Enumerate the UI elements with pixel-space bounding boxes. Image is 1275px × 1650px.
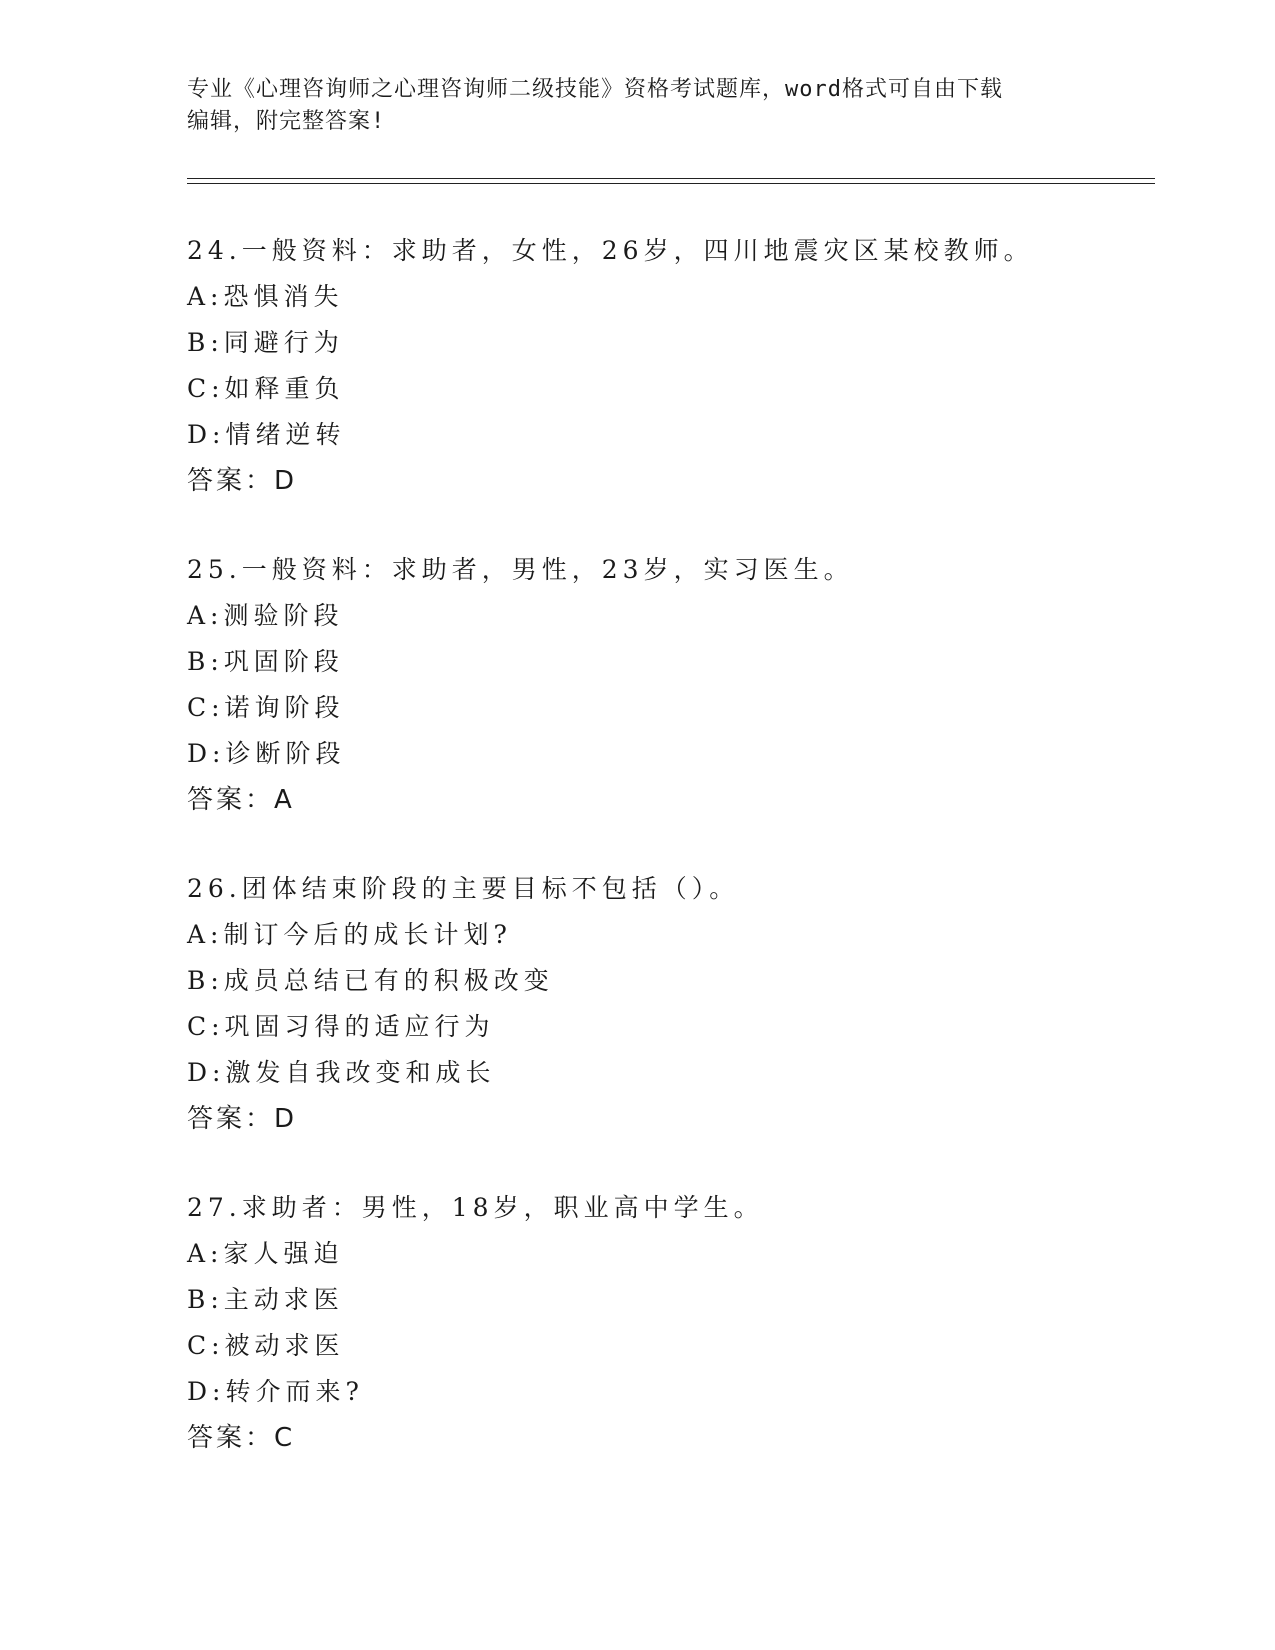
option-c: C:诺询阶段 <box>187 693 345 722</box>
answer-text: 答案：A <box>187 785 295 815</box>
option-c: C:巩固习得的适应行为 <box>187 1012 495 1041</box>
option-d: D:激发自我改变和成长 <box>187 1058 496 1087</box>
option-d: D:诊断阶段 <box>187 739 346 768</box>
option-b: B:成员总结已有的积极改变 <box>187 966 554 995</box>
document-header <box>187 74 1107 138</box>
option-c: C:被动求医 <box>187 1331 345 1360</box>
answer-text: 答案：C <box>187 1423 296 1453</box>
option-a: A:制订今后的成长计划? <box>187 920 512 949</box>
option-c: C:如释重负 <box>187 374 345 403</box>
option-a: A:恐惧消失 <box>187 282 344 311</box>
option-b: B:巩固阶段 <box>187 647 344 676</box>
option-b: B:主动求医 <box>187 1285 344 1314</box>
question-title: 27.求助者：男性，18岁，职业高中学生。 <box>187 1193 764 1222</box>
question-25 <box>187 555 1155 874</box>
option-d: D:转介而来? <box>187 1377 364 1406</box>
option-b: B:同避行为 <box>187 328 344 357</box>
header-line-2: 编辑，附完整答案! <box>187 109 386 134</box>
question-26 <box>187 874 1155 1193</box>
question-title: 26.团体结束阶段的主要目标不包括（）。 <box>187 874 740 903</box>
question-title: 25.一般资料：求助者，男性，23岁，实习医生。 <box>187 555 854 584</box>
question-title: 24.一般资料：求助者，女性，26岁，四川地震灾区某校教师。 <box>187 236 1034 265</box>
question-list <box>187 236 1155 1512</box>
option-a: A:家人强迫 <box>187 1239 344 1268</box>
answer-text: 答案：D <box>187 1104 298 1134</box>
question-27 <box>187 1193 1155 1512</box>
header-line-1: 专业《心理咨询师之心理咨询师二级技能》资格考试题库，word格式可自由下载 <box>187 77 1003 102</box>
header-divider-top <box>187 178 1155 179</box>
answer-text: 答案：D <box>187 466 298 496</box>
header-divider-bottom <box>187 183 1155 184</box>
question-24 <box>187 236 1155 555</box>
option-a: A:测验阶段 <box>187 601 344 630</box>
option-d: D:情绪逆转 <box>187 420 346 449</box>
